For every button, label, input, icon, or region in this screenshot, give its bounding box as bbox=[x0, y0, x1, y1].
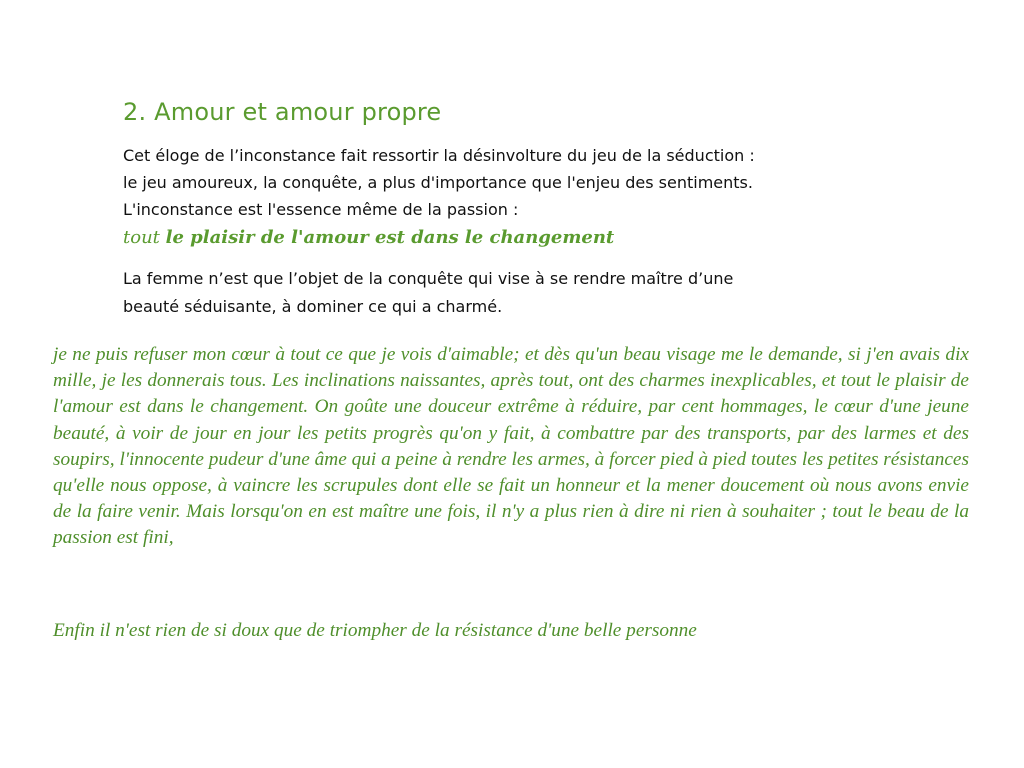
quoted-passage: je ne puis refuser mon cœur à tout ce que je vois d'aimable; et dès qu'un beau visage me le demande, si j'en avais dix mille, je les donnerais tous. Les inclinations naissantes, après tout, ont des charmes inexplicables, et tout le plaisir de l'amour est dans le changement. On goûte une douceur extrême à réduire, par cent hommages, le cœur d'une jeune beauté, à voir de jour en jour les petits progrès qu'on y fait, à combattre par des transports, par des larmes et des soupirs, l'innocente pudeur d'une âme qui a peine à rendre les armes, à forcer pied à pied toutes les petites résistances qu'elle nous oppose, à vaincre les scrupules dont elle se fait un honneur et la mener doucement où nous avons envie de la faire venir. Mais lorsqu'on en est maître une fois, il n'y a plus rien à dire ni rien à souhaiter ; tout le beau de la passion est fini, bbox=[53, 344, 969, 549]
highlighted-quote bbox=[123, 223, 755, 253]
intro-line: L'inconstance est l'essence même de la passion : bbox=[123, 200, 519, 219]
closing-quote: Enfin il n'est rien de si doux que de triompher de la résistance d'une belle personne bbox=[53, 620, 697, 641]
conquest-line: La femme n’est que l’objet de la conquête qui vise à se rendre maître d’une bbox=[123, 269, 734, 288]
quote-prefix: tout bbox=[123, 227, 166, 248]
intro-paragraph bbox=[123, 142, 755, 253]
conquest-paragraph bbox=[123, 265, 733, 321]
intro-line: Cet éloge de l’inconstance fait ressortir la désinvolture du jeu de la séduction : bbox=[123, 146, 755, 165]
intro-line: le jeu amoureux, la conquête, a plus d'importance que l'enjeu des sentiments. bbox=[123, 173, 753, 192]
conquest-line: beauté séduisante, à dominer ce qui a charmé. bbox=[123, 297, 503, 316]
quote-bold: le plaisir de l'amour est dans le changement bbox=[165, 227, 615, 248]
slide-title: 2. Amour et amour propre bbox=[123, 98, 442, 126]
